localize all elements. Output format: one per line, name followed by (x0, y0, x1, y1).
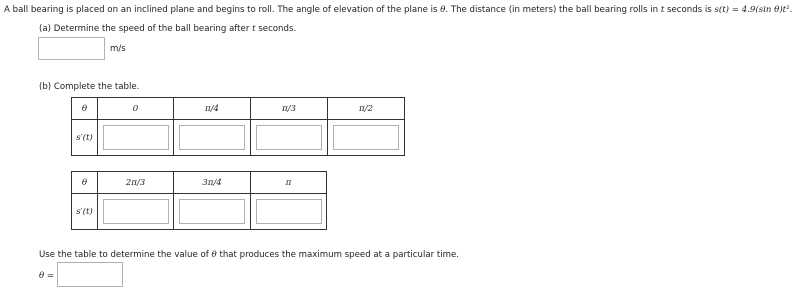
table-row-derivative (72, 120, 405, 156)
part-c-prompt (39, 250, 459, 260)
statement-text: . The distance (in meters) the ball bearing rolls in (445, 5, 661, 15)
table-cell (98, 194, 174, 230)
part-b-prompt: (b) Complete the table. (39, 82, 140, 92)
statement-text: A ball bearing is placed on an inclined plane and begins to roll. The angle of elevation of the plane is (4, 5, 441, 15)
distance-formula: s(t) = 4.9(sin θ)t² (714, 5, 790, 15)
time-variable: t (252, 24, 256, 34)
derivative-row-label: s′(t) (72, 120, 98, 156)
angle-header: 0 (98, 98, 174, 120)
table-cell (251, 194, 327, 230)
table-cell (251, 120, 328, 156)
part-a-prompt (39, 24, 296, 34)
table-cell (174, 194, 251, 230)
angle-header: 3π/4 (174, 172, 251, 194)
speed-input-theta-pi-4[interactable] (179, 125, 245, 150)
time-variable: t (660, 5, 665, 15)
table-row-angles (72, 172, 327, 194)
speed-input-theta-pi-2[interactable] (333, 125, 399, 150)
speed-input-theta-0[interactable] (103, 125, 169, 150)
statement-text: . (789, 5, 793, 15)
part-a-text: seconds. (255, 24, 297, 34)
table-row-derivative (72, 194, 327, 230)
angle-header: π/4 (174, 98, 251, 120)
derivative-table-1 (71, 97, 405, 156)
theta-symbol: θ (211, 250, 217, 260)
derivative-table-2 (71, 171, 327, 230)
speed-input-theta-3pi-4[interactable] (179, 199, 245, 224)
table-cell (98, 120, 174, 156)
theta-answer-input[interactable] (57, 262, 123, 287)
derivative-row-label: s′(t) (72, 194, 98, 230)
table-cell (328, 120, 405, 156)
speed-answer-input[interactable] (38, 37, 105, 60)
theta-symbol: θ (440, 5, 446, 15)
angle-header: π (251, 172, 327, 194)
part-c-text: Use the table to determine the value of (39, 250, 212, 260)
table-row-angles (72, 98, 405, 120)
part-c-text: that produces the maximum speed at a particular time. (216, 250, 460, 260)
theta-header: θ (72, 172, 98, 194)
problem-statement (4, 5, 792, 15)
speed-input-theta-pi-3[interactable] (256, 125, 322, 150)
theta-header: θ (72, 98, 98, 120)
speed-input-theta-pi[interactable] (256, 199, 322, 224)
speed-input-theta-2pi-3[interactable] (103, 199, 169, 224)
angle-header: π/2 (328, 98, 405, 120)
theta-answer-label: θ = (39, 271, 55, 281)
statement-text: seconds is (664, 5, 715, 15)
angle-header: π/3 (251, 98, 328, 120)
table-cell (174, 120, 251, 156)
part-a-text: (a) Determine the speed of the ball bearing after (39, 24, 253, 34)
angle-header: 2π/3 (98, 172, 174, 194)
speed-unit-label: m/s (110, 44, 126, 54)
